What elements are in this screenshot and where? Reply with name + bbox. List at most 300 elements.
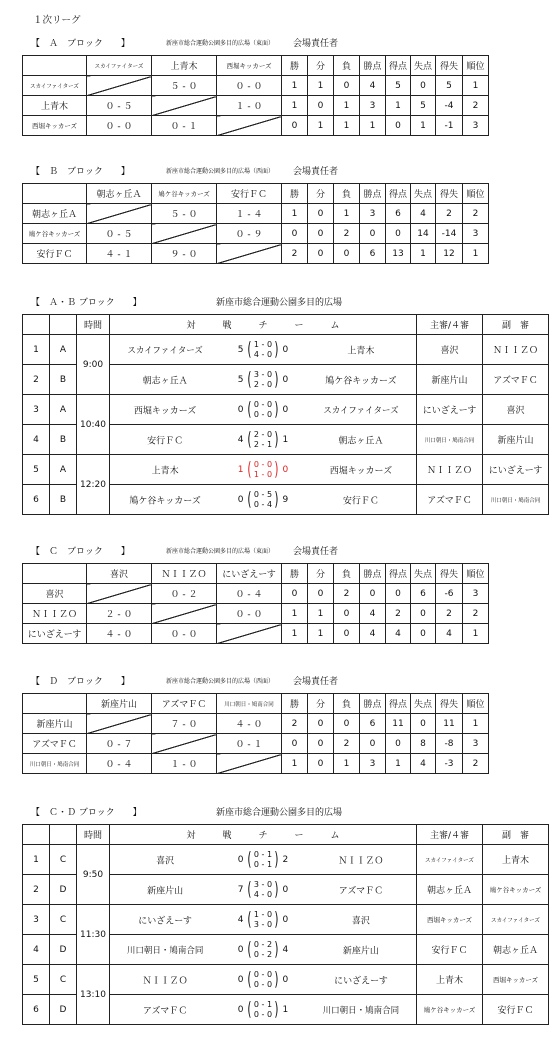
header-row xyxy=(23,184,489,204)
match-cell xyxy=(110,935,417,965)
referee: 鳩ケ谷キッカーズ xyxy=(417,995,483,1025)
second-half-score: 0 - 0 xyxy=(253,409,273,419)
match-result: ０ - ０ xyxy=(87,116,152,136)
match-number: 6 xyxy=(23,995,50,1025)
away-team: ＮＩＩＺＯ xyxy=(338,856,384,866)
diagonal-cell xyxy=(217,244,282,264)
team-name: アズマＦＣ xyxy=(23,734,87,754)
header-row xyxy=(23,56,489,76)
manager-label: 会場責任者 xyxy=(293,167,339,177)
referee: ＮＩＩＺＯ xyxy=(417,455,483,485)
column-header: 失点 xyxy=(411,56,436,76)
first-half-score: 0 - 1 xyxy=(253,849,273,859)
match-cell xyxy=(110,875,417,905)
first-half-score: 0 - 0 xyxy=(253,399,273,409)
no-header xyxy=(23,825,50,845)
assistant-referee: にいざえーす xyxy=(483,455,549,485)
second-half-score: 0 - 1 xyxy=(253,859,273,869)
half-scores xyxy=(254,370,272,390)
column-header: 得点 xyxy=(386,184,411,204)
stat-cell: 1 xyxy=(308,116,334,136)
column-header: 得失 xyxy=(436,564,463,584)
half-scores xyxy=(254,910,272,930)
half-scores xyxy=(254,970,272,990)
match-block: C xyxy=(50,845,77,875)
score-group xyxy=(238,1000,288,1020)
stat-cell: 1 xyxy=(282,76,308,96)
stat-cell: 0 xyxy=(386,116,411,136)
second-half-score: 2 - 0 xyxy=(253,379,273,389)
stat-cell: 1 xyxy=(463,714,489,734)
stat-cell: 1 xyxy=(282,204,308,224)
left-bracket: ( xyxy=(247,938,252,960)
match-result: ０ - １ xyxy=(152,116,217,136)
match-block: C xyxy=(50,905,77,935)
match-result: ０ - ９ xyxy=(217,224,282,244)
column-header: 勝点 xyxy=(360,694,386,714)
right-bracket: ) xyxy=(274,998,279,1020)
away-score: 2 xyxy=(282,854,289,865)
match-result: ０ - ０ xyxy=(217,604,282,624)
stat-cell: 4 xyxy=(360,624,386,644)
assistant-referee: 安行ＦＣ xyxy=(483,995,549,1025)
match-row xyxy=(23,455,549,485)
column-header: 失点 xyxy=(411,564,436,584)
match-cell xyxy=(110,365,417,395)
right-bracket: ) xyxy=(274,428,279,450)
manager-label: 会場責任者 xyxy=(293,39,339,49)
blockC-standings-table xyxy=(22,563,489,644)
away-score: 4 xyxy=(282,944,289,955)
stat-cell: 2 xyxy=(436,204,463,224)
stat-cell: 6 xyxy=(411,584,436,604)
half-scores xyxy=(254,340,272,360)
kickoff-time: 13:10 xyxy=(77,965,110,1025)
home-score: 0 xyxy=(237,404,244,415)
block-label: 【 Ｂ ブロック 】 xyxy=(31,167,130,177)
half-scores xyxy=(254,880,272,900)
stat-cell: -14 xyxy=(436,224,463,244)
away-team: 朝志ヶ丘Ａ xyxy=(338,436,384,446)
header-row xyxy=(23,694,489,714)
stat-cell: 1 xyxy=(463,624,489,644)
home-score: 0 xyxy=(237,854,244,865)
stat-cell: 8 xyxy=(411,734,436,754)
stat-cell: 4 xyxy=(436,624,463,644)
home-team: 新座片山 xyxy=(147,886,184,896)
referee: 喜沢 xyxy=(417,335,483,365)
home-score: 0 xyxy=(237,944,244,955)
left-bracket: ( xyxy=(247,998,252,1020)
column-header: 西堀キッカーズ xyxy=(217,56,282,76)
stat-cell: 3 xyxy=(463,116,489,136)
match-block: A xyxy=(50,335,77,365)
venue-label: 新座市総合運動公園多目的広場 xyxy=(216,808,343,818)
match-cell xyxy=(110,425,417,455)
match-row xyxy=(23,905,549,935)
home-team: 鳩ケ谷キッカーズ xyxy=(129,496,201,506)
kickoff-time: 9:50 xyxy=(77,845,110,905)
team-name: にいざえーす xyxy=(23,624,87,644)
stat-cell: 2 xyxy=(334,734,360,754)
abSchedule-header xyxy=(31,295,551,309)
away-team: アズマＦＣ xyxy=(338,886,384,896)
half-scores xyxy=(254,460,272,480)
match-result: １ - ０ xyxy=(217,96,282,116)
stat-cell: 1 xyxy=(360,116,386,136)
block-label: 【 Ｃ・Ｄ ブロック 】 xyxy=(31,808,142,818)
stat-cell: 0 xyxy=(411,714,436,734)
column-header: 失点 xyxy=(411,184,436,204)
half-scores xyxy=(254,1000,272,1020)
stat-cell: 2 xyxy=(282,714,308,734)
column-header: 川口朝日・鳩南合同 xyxy=(217,694,282,714)
stat-cell: 3 xyxy=(463,584,489,604)
away-team: にいざえーす xyxy=(334,976,388,986)
away-score: 0 xyxy=(282,884,289,895)
table-row xyxy=(23,604,489,624)
half-scores xyxy=(254,940,272,960)
assistant-referee: 新座片山 xyxy=(483,425,549,455)
stat-cell: 6 xyxy=(360,714,386,734)
first-half-score: 0 - 0 xyxy=(253,459,273,469)
header-row xyxy=(23,825,549,845)
stat-cell: 1 xyxy=(386,96,411,116)
referee: 朝志ヶ丘Ａ xyxy=(417,875,483,905)
column-header: 順位 xyxy=(463,184,489,204)
away-score: 0 xyxy=(282,464,289,475)
column-header: 勝 xyxy=(282,184,308,204)
match-result: ９ - ０ xyxy=(152,244,217,264)
referee: 西堀キッカーズ xyxy=(417,905,483,935)
stat-cell: 1 xyxy=(308,76,334,96)
stat-cell: 0 xyxy=(282,734,308,754)
home-score: 5 xyxy=(237,374,244,385)
block-label: 【 Ａ ブロック 】 xyxy=(31,39,130,49)
match-block: B xyxy=(50,425,77,455)
table-row xyxy=(23,624,489,644)
match-cell xyxy=(110,965,417,995)
score-group xyxy=(238,460,288,480)
second-half-score: 3 - 0 xyxy=(253,919,273,929)
stat-cell: 1 xyxy=(282,754,308,774)
left-bracket: ( xyxy=(247,878,252,900)
stat-cell: 3 xyxy=(360,204,386,224)
first-half-score: 2 - 0 xyxy=(253,429,273,439)
home-team: スカイファイターズ xyxy=(127,345,203,356)
stat-cell: 1 xyxy=(308,604,334,624)
second-half-score: 0 - 0 xyxy=(253,1009,273,1019)
stat-cell: 0 xyxy=(308,584,334,604)
match-result: ４ - ０ xyxy=(87,624,152,644)
match-result: ４ - ０ xyxy=(217,714,282,734)
column-header: 負 xyxy=(334,56,360,76)
stat-cell: 1 xyxy=(282,624,308,644)
column-header: 分 xyxy=(308,56,334,76)
column-header: 勝 xyxy=(282,564,308,584)
column-header: 安行ＦＣ xyxy=(217,184,282,204)
right-bracket: ) xyxy=(274,968,279,990)
away-team: 上青木 xyxy=(347,346,375,356)
left-bracket: ( xyxy=(247,848,252,870)
column-header: 順位 xyxy=(463,56,489,76)
stat-cell: 1 xyxy=(308,624,334,644)
home-score: 7 xyxy=(237,884,244,895)
column-header: 得失 xyxy=(436,694,463,714)
referee: にいざえーす xyxy=(417,395,483,425)
away-score: 1 xyxy=(282,1004,289,1015)
team-name: ＮＩＩＺＯ xyxy=(23,604,87,624)
stat-cell: 0 xyxy=(334,244,360,264)
stat-cell: -6 xyxy=(436,584,463,604)
left-bracket: ( xyxy=(247,428,252,450)
right-bracket: ) xyxy=(274,488,279,510)
left-bracket: ( xyxy=(247,488,252,510)
stat-cell: 0 xyxy=(282,584,308,604)
home-team: 西堀キッカーズ xyxy=(133,406,197,416)
match-cell xyxy=(110,485,417,515)
diagonal-cell xyxy=(217,754,282,774)
column-header: 上青木 xyxy=(152,56,217,76)
column-header: 喜沢 xyxy=(87,564,152,584)
column-header: にいざえーす xyxy=(217,564,282,584)
match-result: １ - ４ xyxy=(217,204,282,224)
stat-cell: 2 xyxy=(386,604,411,624)
stat-cell: 0 xyxy=(386,734,411,754)
match-result: ０ - ４ xyxy=(217,584,282,604)
stat-cell: 11 xyxy=(436,714,463,734)
match-result: ０ - ５ xyxy=(87,224,152,244)
column-header: 負 xyxy=(334,694,360,714)
stat-cell: 1 xyxy=(334,96,360,116)
half-scores xyxy=(254,850,272,870)
home-score: 0 xyxy=(237,974,244,985)
match-block: B xyxy=(50,365,77,395)
team-name: 安行ＦＣ xyxy=(23,244,87,264)
header-row xyxy=(23,564,489,584)
diagonal-cell xyxy=(152,604,217,624)
right-bracket: ) xyxy=(274,878,279,900)
match-result: ０ - ４ xyxy=(87,754,152,774)
match-header: 対 戦 チ ー ム xyxy=(110,315,417,335)
stat-cell: 2 xyxy=(436,604,463,624)
stat-cell: 11 xyxy=(386,714,411,734)
table-row xyxy=(23,584,489,604)
stat-cell: 1 xyxy=(334,754,360,774)
kickoff-time: 9:00 xyxy=(77,335,110,395)
stat-cell: 4 xyxy=(386,624,411,644)
assistant-referee: 川口朝日・鳩南合同 xyxy=(483,485,549,515)
stat-cell: 4 xyxy=(411,754,436,774)
score-group xyxy=(238,970,288,990)
blockA-standings-table xyxy=(22,55,489,136)
blockA-header xyxy=(31,36,551,50)
score-group xyxy=(238,340,288,360)
diagonal-cell xyxy=(152,734,217,754)
stat-cell: 0 xyxy=(386,224,411,244)
table-row xyxy=(23,244,489,264)
venue-label: 新座市総合運動公園多目的広場（西面） xyxy=(166,678,275,685)
assistant-referee: アズマＦＣ xyxy=(483,365,549,395)
away-score: 0 xyxy=(282,914,289,925)
time-header: 時間 xyxy=(77,315,110,335)
stat-cell: -3 xyxy=(436,754,463,774)
first-half-score: 0 - 5 xyxy=(253,489,273,499)
stat-cell: 1 xyxy=(282,604,308,624)
header-row xyxy=(23,315,549,335)
match-row xyxy=(23,965,549,995)
match-block: A xyxy=(50,455,77,485)
referee-header: 主審/４審 xyxy=(417,825,483,845)
away-score: 9 xyxy=(282,494,289,505)
cdSchedule-match-table xyxy=(22,824,549,1025)
home-score: 4 xyxy=(237,434,244,445)
stat-cell: 0 xyxy=(308,204,334,224)
team-name: 喜沢 xyxy=(23,584,87,604)
match-cell xyxy=(110,335,417,365)
half-scores xyxy=(254,490,272,510)
team-name: 新座片山 xyxy=(23,714,87,734)
match-number: 4 xyxy=(23,935,50,965)
blockC-header xyxy=(31,544,551,558)
stat-cell: 0 xyxy=(308,244,334,264)
right-bracket: ) xyxy=(274,908,279,930)
match-number: 1 xyxy=(23,845,50,875)
left-bracket: ( xyxy=(247,398,252,420)
column-header: 順位 xyxy=(463,694,489,714)
abSchedule-match-table xyxy=(22,314,549,515)
stat-cell: 0 xyxy=(334,624,360,644)
column-header: 失点 xyxy=(411,694,436,714)
score-group xyxy=(238,370,288,390)
stat-cell: 3 xyxy=(360,754,386,774)
stat-cell: 2 xyxy=(463,754,489,774)
diagonal-cell xyxy=(87,584,152,604)
score-group xyxy=(238,430,288,450)
match-number: 2 xyxy=(23,875,50,905)
first-half-score: 3 - 0 xyxy=(253,879,273,889)
column-header: 負 xyxy=(334,184,360,204)
stat-cell: 12 xyxy=(436,244,463,264)
stat-cell: 1 xyxy=(282,96,308,116)
stat-cell: 0 xyxy=(360,734,386,754)
stat-cell: 4 xyxy=(360,76,386,96)
venue-label: 新座市総合運動公園多目的広場（西面） xyxy=(166,168,275,175)
left-bracket: ( xyxy=(247,368,252,390)
stat-cell: 0 xyxy=(334,76,360,96)
team-name: スカイファイターズ xyxy=(23,76,87,96)
team-name: 朝志ヶ丘Ａ xyxy=(23,204,87,224)
column-header: 順位 xyxy=(463,564,489,584)
second-half-score: 2 - 1 xyxy=(253,439,273,449)
stat-cell: 1 xyxy=(463,76,489,96)
match-result: ０ - ７ xyxy=(87,734,152,754)
corner-cell xyxy=(23,56,87,76)
stat-cell: 0 xyxy=(360,224,386,244)
away-score: 0 xyxy=(282,374,289,385)
column-header: 得点 xyxy=(386,56,411,76)
stat-cell: 5 xyxy=(411,96,436,116)
match-number: 3 xyxy=(23,905,50,935)
assistant-referee: スカイファイターズ xyxy=(483,905,549,935)
left-bracket: ( xyxy=(247,908,252,930)
team-name: 西堀キッカーズ xyxy=(23,116,87,136)
home-score: 4 xyxy=(237,914,244,925)
column-header: 勝 xyxy=(282,694,308,714)
manager-label: 会場責任者 xyxy=(293,547,339,557)
column-header: アズマＦＣ xyxy=(152,694,217,714)
blockB-standings-table xyxy=(22,183,489,264)
home-score: 1 xyxy=(237,464,244,475)
first-half-score: 3 - 0 xyxy=(253,369,273,379)
stat-cell: 0 xyxy=(308,714,334,734)
match-row xyxy=(23,395,549,425)
column-header: 分 xyxy=(308,694,334,714)
venue-label: 新座市総合運動公園多目的広場 xyxy=(216,298,343,308)
diagonal-cell xyxy=(152,96,217,116)
left-bracket: ( xyxy=(247,338,252,360)
match-result: ０ - １ xyxy=(217,734,282,754)
match-block: B xyxy=(50,485,77,515)
kickoff-time: 10:40 xyxy=(77,395,110,455)
match-cell xyxy=(110,455,417,485)
table-row xyxy=(23,734,489,754)
stat-cell: 1 xyxy=(334,204,360,224)
match-result: ０ - ０ xyxy=(152,624,217,644)
half-scores xyxy=(254,430,272,450)
second-half-score: 4 - 0 xyxy=(253,349,273,359)
match-block: D xyxy=(50,875,77,905)
referee-header: 主審/４審 xyxy=(417,315,483,335)
stat-cell: 0 xyxy=(411,624,436,644)
stat-cell: 0 xyxy=(308,734,334,754)
referee: スカイファイターズ xyxy=(417,845,483,875)
home-team: 喜沢 xyxy=(156,856,175,866)
second-half-score: 1 - 0 xyxy=(253,469,273,479)
stat-cell: 6 xyxy=(360,244,386,264)
match-row xyxy=(23,335,549,365)
venue-label: 新座市総合運動公園多目的広場（東面） xyxy=(166,548,275,555)
score-group xyxy=(238,910,288,930)
referee: アズマＦＣ xyxy=(417,485,483,515)
away-team: 鳩ケ谷キッカーズ xyxy=(325,376,397,386)
away-team: スカイファイターズ xyxy=(323,405,399,416)
stat-cell: 1 xyxy=(463,244,489,264)
column-header: 得点 xyxy=(386,564,411,584)
column-header: 朝志ヶ丘Ａ xyxy=(87,184,152,204)
second-half-score: 0 - 2 xyxy=(253,949,273,959)
match-result: ５ - ０ xyxy=(152,76,217,96)
referee: 新座片山 xyxy=(417,365,483,395)
stat-cell: 0 xyxy=(308,96,334,116)
stat-cell: 2 xyxy=(334,224,360,244)
corner-cell xyxy=(23,694,87,714)
stat-cell: 0 xyxy=(308,224,334,244)
score-group xyxy=(238,940,288,960)
referee: 上青木 xyxy=(417,965,483,995)
match-cell xyxy=(110,395,417,425)
column-header: 新座片山 xyxy=(87,694,152,714)
stat-cell: 1 xyxy=(334,116,360,136)
home-team: 安行ＦＣ xyxy=(147,436,184,446)
no-header xyxy=(23,315,50,335)
assistant-header: 副 審 xyxy=(483,315,549,335)
away-score: 0 xyxy=(282,974,289,985)
column-header: 得点 xyxy=(386,694,411,714)
block-label: 【 Ｄ ブロック 】 xyxy=(31,677,130,687)
first-half-score: 1 - 0 xyxy=(253,339,273,349)
first-half-score: 0 - 2 xyxy=(253,939,273,949)
